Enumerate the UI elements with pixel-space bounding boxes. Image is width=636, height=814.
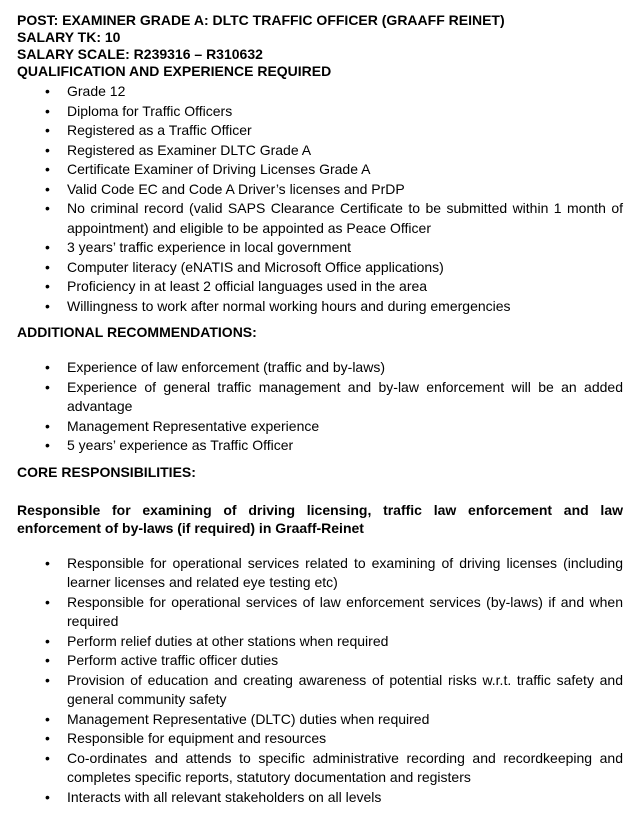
list-item: • 5 years’ experience as Traffic Officer (17, 436, 623, 456)
list-item: • Registered as a Traffic Officer (17, 121, 623, 141)
list-item: • Responsible for equipment and resources (17, 729, 623, 749)
list-item: • Perform active traffic officer duties (17, 651, 623, 671)
core-intro-paragraph: Responsible for examining of driving licensing, traffic law enforcement and law enforcement of by-laws (if required) in Graaff-Reinet (17, 501, 623, 536)
qualification-heading: QUALIFICATION AND EXPERIENCE REQUIRED (17, 63, 332, 79)
core-responsibilities-heading: CORE RESPONSIBILITIES: (17, 463, 196, 480)
list-item: • Grade 12 (17, 82, 623, 102)
list-item: • Management Representative (DLTC) duties when required (17, 710, 623, 730)
list-item: • Diploma for Traffic Officers (17, 102, 623, 122)
qualification-list (17, 82, 623, 316)
salary-scale-line: SALARY SCALE: R239316 – R310632 (17, 46, 263, 62)
list-item: • No criminal record (valid SAPS Clearance Certificate to be submitted within 1 month of appointment) and eligible to be appointed as Peace Officer (17, 199, 623, 238)
list-item: • Valid Code EC and Code A Driver’s licenses and PrDP (17, 180, 623, 200)
list-item: • Certificate Examiner of Driving Licenses Grade A (17, 160, 623, 180)
list-item: • Proficiency in at least 2 official languages used in the area (17, 277, 623, 297)
list-item: • 3 years’ traffic experience in local government (17, 238, 623, 258)
post-title: POST: EXAMINER GRADE A: DLTC TRAFFIC OFFICER (GRAAFF REINET) (17, 12, 505, 28)
list-item: • Registered as Examiner DLTC Grade A (17, 141, 623, 161)
list-item: • Computer literacy (eNATIS and Microsoft Office applications) (17, 258, 623, 278)
list-item: • Management Representative experience (17, 417, 623, 437)
post-header-block (17, 12, 623, 80)
list-item: • Interacts with all relevant stakeholders on all levels (17, 788, 623, 808)
salary-tk-line: SALARY TK: 10 (17, 29, 121, 45)
additional-recommendations-list (17, 358, 623, 456)
additional-recommendations-heading: ADDITIONAL RECOMMENDATIONS: (17, 324, 257, 340)
list-item: • Responsible for operational services of law enforcement services (by-laws) if and when required (17, 593, 623, 632)
list-item: • Willingness to work after normal working hours and during emergencies (17, 297, 623, 317)
list-item: • Perform relief duties at other stations when required (17, 632, 623, 652)
list-item: • Experience of general traffic management and by-law enforcement will be an added advantage (17, 378, 623, 417)
list-item: • Co-ordinates and attends to specific administrative recording and recordkeeping and completes specific reports, statutory documentation and registers (17, 749, 623, 788)
core-responsibilities-list (17, 554, 623, 808)
list-item: • Experience of law enforcement (traffic and by-laws) (17, 358, 623, 378)
list-item: • Provision of education and creating awareness of potential risks w.r.t. traffic safety and general community safety (17, 671, 623, 710)
list-item: • Responsible for operational services related to examining of driving licenses (including learner licenses and related eye testing etc) (17, 554, 623, 593)
